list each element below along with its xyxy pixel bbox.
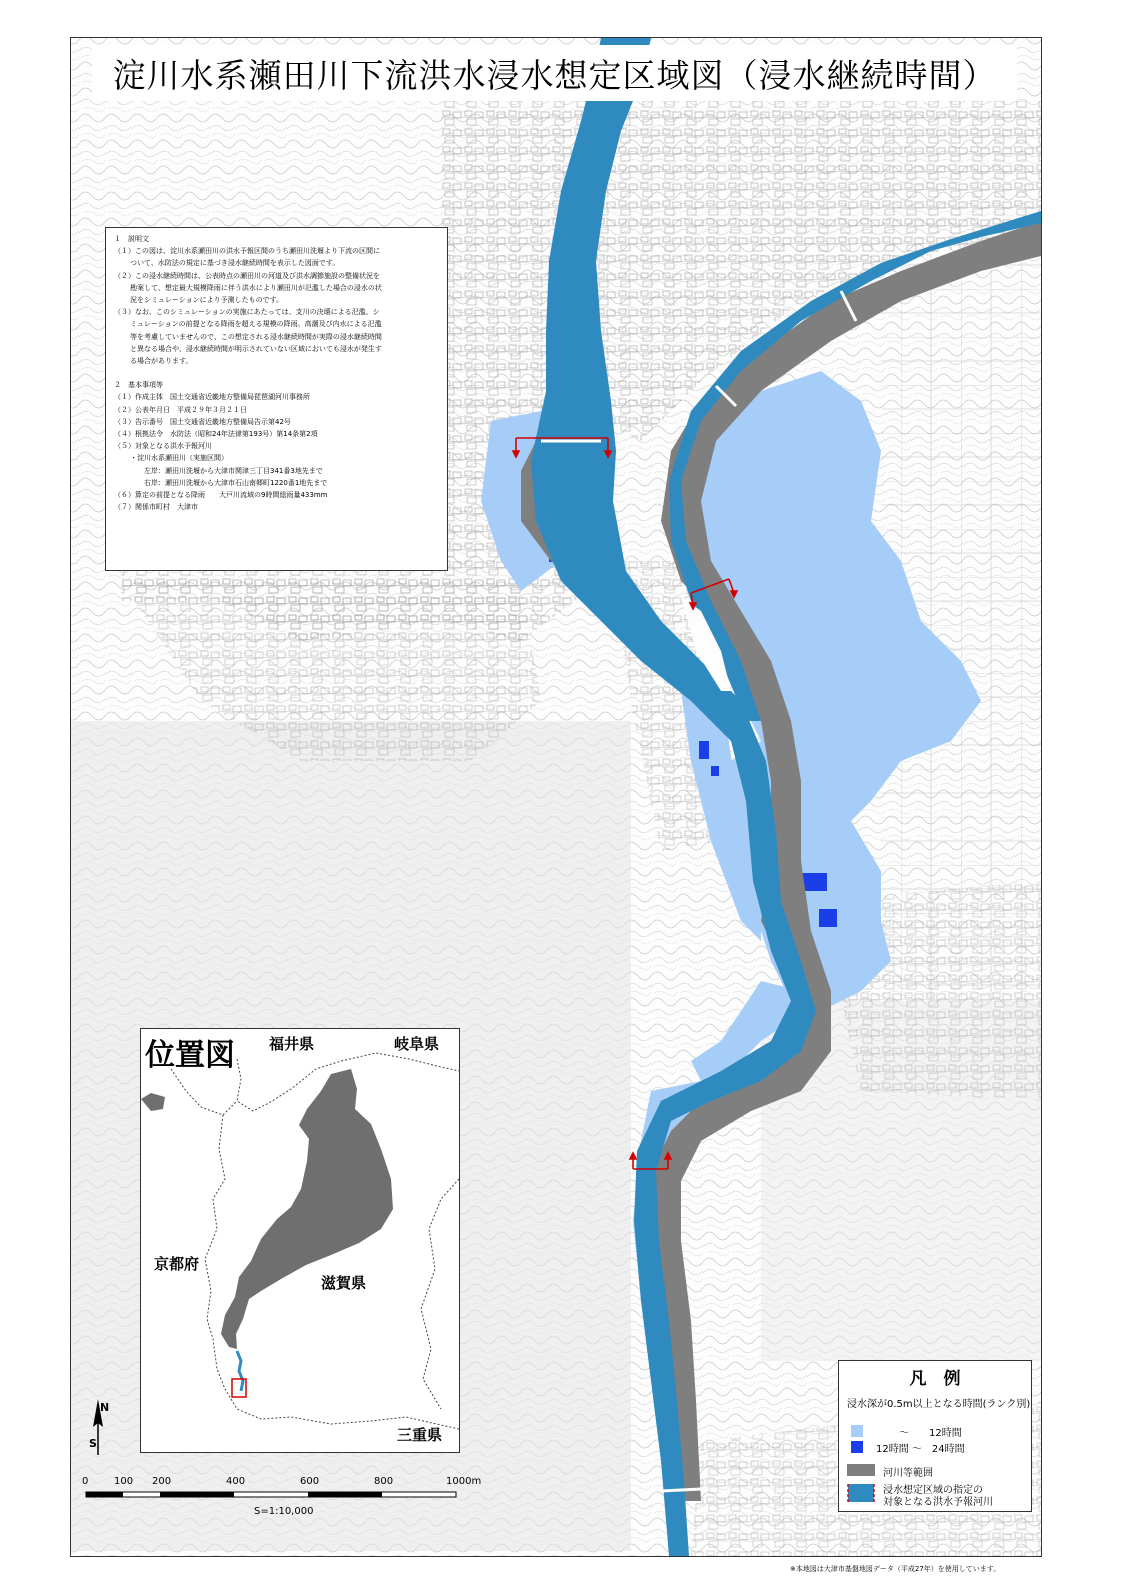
label-gifu: 岐阜県 (394, 1035, 440, 1053)
notes-basic-item: （６）算定の前提となる降雨 大戸川流域の9時間総雨量433mm (114, 491, 328, 500)
legend-label-under-12h: ～ 12時間 (899, 1428, 962, 1439)
notes-basic-item: 右岸：瀬田川洗堰から大津市石山南郷町1220番1地先まで (144, 478, 328, 487)
notes-heading-1: １ 説明文 (114, 235, 149, 243)
legend-label-designated-river-1: 浸水想定区域の指定の (883, 1485, 983, 1496)
notes-text: 勘案して、想定最大規模降雨に伴う洪水により瀬田川が氾濫した場合の浸水の状 (130, 283, 382, 292)
notes-text: （３）なお、このシミュレーションの実施にあたっては、支川の決壊による氾濫、シ (114, 308, 380, 317)
scale-tick-label: 1000m (446, 1476, 482, 1487)
notes-basic-item: ・淀川水系瀬田川（実施区間） (130, 454, 228, 463)
legend-swatch-designated-river (846, 1482, 876, 1504)
legend-swatch-river-area (847, 1464, 875, 1476)
notes-basic-item: 左岸：瀬田川洗堰から大津市関津三丁目341番3地先まで (144, 466, 323, 475)
footnote: ※本地図は大津市基盤地図データ（平成27年）を使用しています。 (790, 1565, 1001, 1573)
notes-text: る場合があります。 (130, 357, 193, 366)
scale-tick-label: 600 (300, 1476, 320, 1487)
explanatory-notes (105, 227, 448, 571)
notes-text: ミュレーションの前提となる降雨を超える規模の降雨、高潮及び内水による氾濫 (130, 320, 382, 329)
notes-basic-item: （１）作成主体 国土交通省近畿地方整備局琵琶湖河川事務所 (114, 393, 310, 402)
legend (838, 1360, 1032, 1512)
scale-tick-label: 0 (82, 1476, 89, 1487)
flood-zone-12-24h-b (819, 909, 837, 927)
notes-text: ついて、水防法の規定に基づき浸水継続時間を表示した図面です。 (130, 259, 340, 268)
south-label: S (89, 1437, 97, 1450)
seta-river (237, 1351, 243, 1391)
label-shiga: 滋賀県 (321, 1274, 367, 1292)
notes-basic-item: （２）公表年月日 平成２９年３月２１日 (114, 405, 247, 414)
notes-text: 況をシミュレーションにより予測したものです。 (130, 296, 284, 305)
notes-heading-2: ２ 基本事項等 (114, 381, 163, 390)
prefecture-boundary (171, 1069, 237, 1115)
north-arrow (87, 1397, 109, 1459)
notes-text: （２）この浸水継続時間は、公表時点の瀬田川の河道及び洪水調節施設の整備状況を (114, 271, 380, 280)
label-kyoto: 京都府 (154, 1255, 200, 1273)
legend-label-river-area: 河川等範囲 (883, 1468, 933, 1479)
flood-zone-12-24h-d (711, 766, 719, 776)
scale-tick-label: 800 (374, 1476, 394, 1487)
label-mie: 三重県 (397, 1426, 443, 1444)
scale-bar (82, 1476, 482, 1521)
scale-ratio: S=1:10,000 (254, 1506, 314, 1517)
location-map-graphic (141, 1029, 459, 1452)
map-title: 淀川水系瀬田川下流洪水浸水想定区域図（浸水継続時間） (112, 55, 997, 95)
legend-label-12-24h: 12時間 ～ 24時間 (876, 1444, 965, 1455)
legend-title: 凡 例 (909, 1369, 961, 1389)
legend-description: 浸水深が0.5m以上となる時間(ランク別) (847, 1399, 1031, 1410)
flood-zone-12-24h-c (699, 741, 709, 759)
lake-small-west (141, 1093, 165, 1111)
legend-swatch-12-24h (851, 1441, 863, 1453)
location-map-title: 位置図 (145, 1038, 235, 1073)
flood-zone-12-24h-a (801, 873, 827, 891)
scale-bar-graphic (85, 1489, 485, 1503)
scale-tick-label: 100 (114, 1476, 134, 1487)
north-label: N (100, 1401, 110, 1414)
notes-basic-item: （４）根拠法令 水防法（昭和24年法律第193号）第14条第2項 (114, 430, 318, 439)
lake-biwa (221, 1069, 393, 1349)
notes-text: （１）この図は、淀川水系瀬田川の洪水予報区間のうち瀬田川洗堰より下流の区間に (114, 247, 380, 256)
legend-label-designated-river-2: 対象となる洪水予報河川 (883, 1497, 993, 1508)
legend-swatch-under-12h (851, 1425, 863, 1437)
notes-basic-item: （７）関係市町村 大津市 (114, 503, 198, 512)
notes-basic-item: （３）告示番号 国土交通省近畿地方整備局告示第42号 (114, 417, 291, 426)
scale-tick-label: 400 (226, 1476, 246, 1487)
location-map (140, 1028, 460, 1453)
scale-tick-label: 200 (152, 1476, 172, 1487)
label-fukui: 福井県 (269, 1035, 315, 1053)
bridge-south (661, 1489, 701, 1491)
notes-text: と異なる場合や、浸水継続時間が明示されていない区域においても浸水が発生す (130, 344, 382, 353)
prefecture-boundary (421, 1179, 459, 1409)
map-title-box (92, 45, 1017, 101)
notes-text: 等を考慮していませんので、この想定される浸水継続時間が実際の浸水継続時間 (130, 332, 382, 341)
notes-basic-item: （５）対象となる洪水予報河川 (114, 442, 212, 451)
